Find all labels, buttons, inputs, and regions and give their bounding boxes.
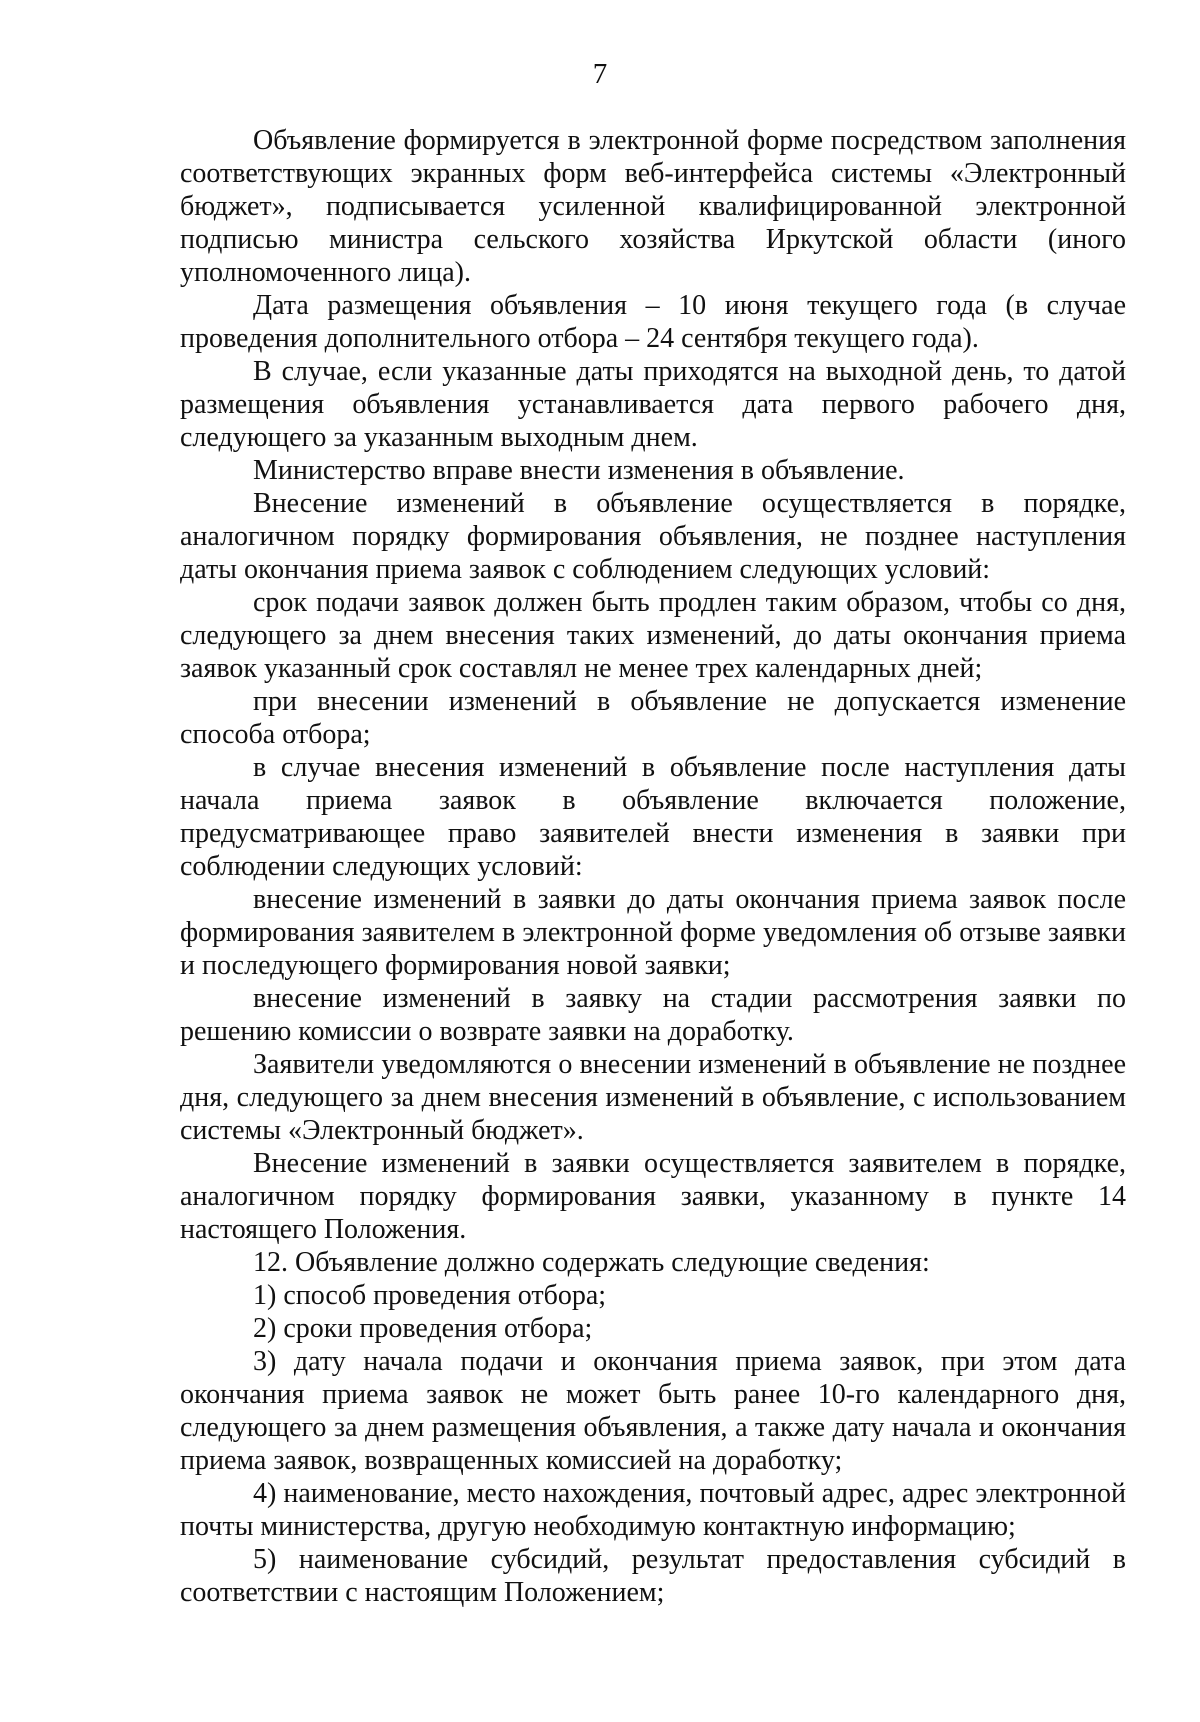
paragraph: внесение изменений в заявки до даты окончания приема заявок после формирования заявителем в электронной форме уведомления об отзыве заявки и последующего формирования новой заявки; (180, 884, 1126, 981)
paragraph: внесение изменений в заявку на стадии рассмотрения заявки по решению комиссии о возврате заявки на доработку. (180, 983, 1126, 1047)
page-number: 7 (592, 58, 608, 90)
list-item: 1) способ проведения отбора; (253, 1280, 607, 1311)
paragraph: Заявители уведомляются о внесении изменений в объявление не позднее дня, следующего за днем внесения изменений в объявление, с использованием системы «Электронный бюджет». (180, 1049, 1126, 1146)
paragraph: срок подачи заявок должен быть продлен таким образом, чтобы со дня, следующего за днем внесения таких изменений, до даты окончания приема заявок указанный срок составлял не менее трех календарных дней; (180, 587, 1126, 684)
paragraph: в случае внесения изменений в объявление после наступления даты начала приема заявок в объявление включается положение, предусматривающее право заявителей внести изменения в заявки при соблюдении следующих условий: (180, 752, 1126, 882)
paragraph: Внесение изменений в заявки осуществляется заявителем в порядке, аналогичном порядку формирования заявки, указанному в пункте 14 настоящего Положения. (180, 1148, 1126, 1245)
list-item: 2) сроки проведения отбора; (253, 1313, 593, 1344)
paragraph: В случае, если указанные даты приходятся на выходной день, то датой размещения объявления устанавливается дата первого рабочего дня, следующего за указанным выходным днем. (180, 356, 1126, 453)
list-item: 3) дату начала подачи и окончания приема заявок, при этом дата окончания приема заявок не может быть ранее 10-го календарного дня, следующего за днем размещения объявления, а также дату начала и окончания приема заявок, возвращенных комиссией на доработку; (180, 1346, 1126, 1476)
section-heading: 12. Объявление должно содержать следующие сведения: (253, 1247, 930, 1278)
list-item: 5) наименование субсидий, результат предоставления субсидий в соответствии с настоящим Положением; (180, 1544, 1126, 1608)
list-item: 4) наименование, место нахождения, почтовый адрес, адрес электронной почты министерства, другую необходимую контактную информацию; (180, 1478, 1126, 1542)
paragraph: Внесение изменений в объявление осуществляется в порядке, аналогичном порядку формирования объявления, не позднее наступления даты окончания приема заявок с соблюдением следующих условий: (180, 488, 1126, 585)
paragraph: при внесении изменений в объявление не допускается изменение способа отбора; (180, 686, 1126, 750)
document-body (180, 124, 1126, 1609)
paragraph: Дата размещения объявления – 10 июня текущего года (в случае проведения дополнительного отбора – 24 сентября текущего года). (180, 290, 1126, 354)
paragraph: Объявление формируется в электронной форме посредством заполнения соответствующих экранных форм веб-интерфейса системы «Электронный бюджет», подписывается усиленной квалифицированной электронной подписью министра сельского хозяйства Иркутской области (иного уполномоченного лица). (180, 125, 1126, 288)
paragraph: Министерство вправе внести изменения в объявление. (253, 455, 905, 486)
